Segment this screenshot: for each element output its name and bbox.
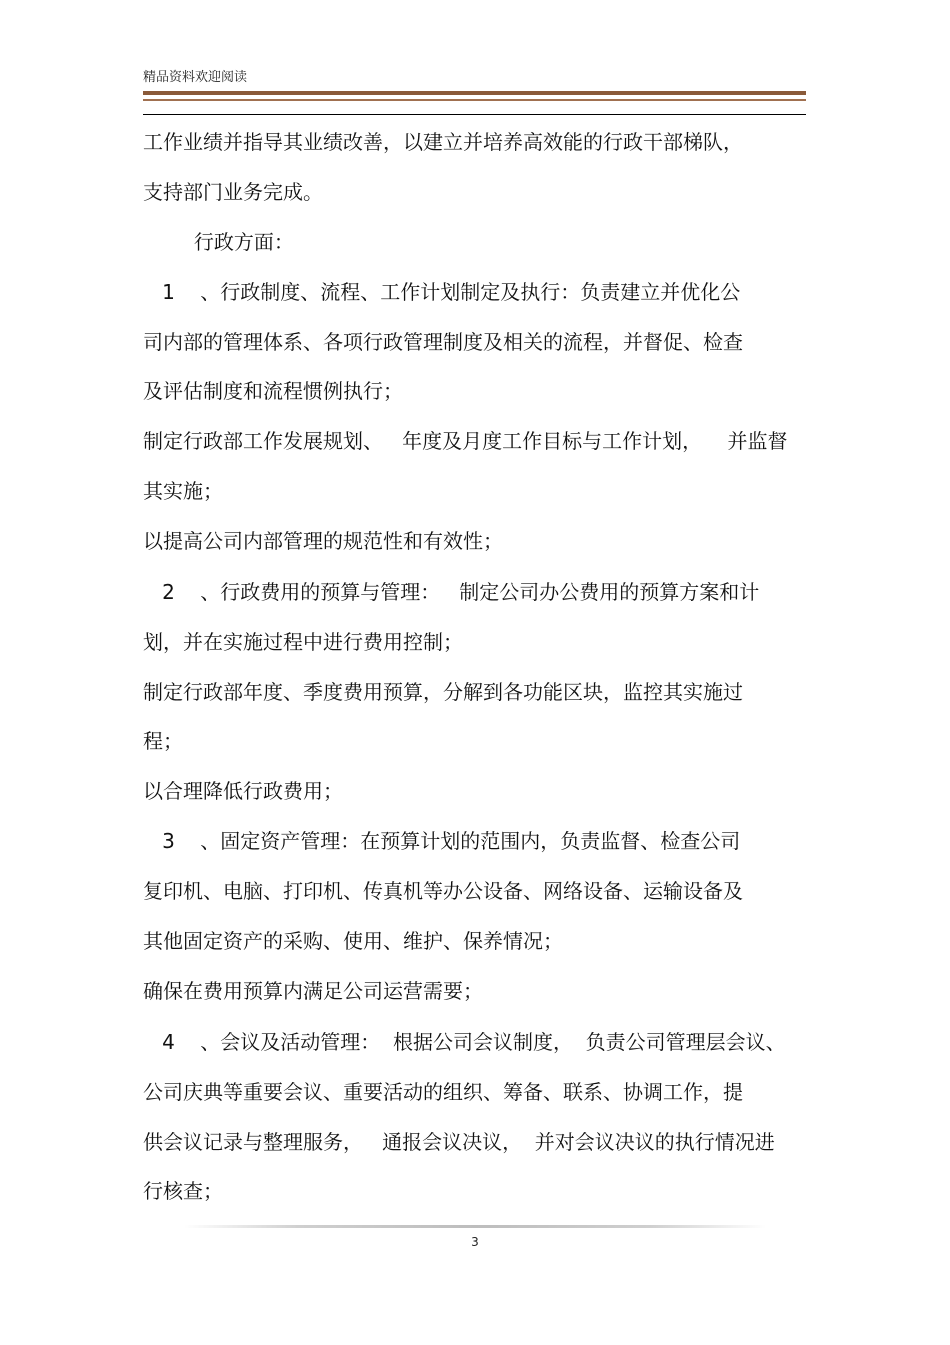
- text-line: 公司庆典等重要会议、重要活动的组织、筹备、联系、协调工作，提: [143, 1080, 743, 1104]
- text-line: 工作业绩并指导其业绩改善，以建立并培养高效能的行政干部梯队，: [143, 130, 743, 154]
- text-line: 程；: [143, 729, 183, 753]
- text-line: 其实施；: [143, 479, 223, 503]
- text-line: 以提高公司内部管理的规范性和有效性；: [143, 529, 503, 553]
- header-rule-thick: [143, 91, 806, 95]
- text-line: 行政方面：: [143, 230, 294, 254]
- text-line: 其他固定资产的采购、使用、维护、保养情况；: [143, 929, 563, 953]
- text-line: 4 、会议及活动管理： 根据公司会议制度， 负责公司管理层会议、: [143, 1030, 786, 1054]
- text-line: 制定行政部年度、季度费用预算，分解到各功能区块，监控其实施过: [143, 680, 743, 704]
- header-text: 精品资料欢迎阅读: [143, 70, 248, 85]
- header-rule-black: [143, 114, 806, 115]
- text-line: 3 、固定资产管理：在预算计划的范围内，负责监督、检查公司: [143, 829, 741, 853]
- text-line: 复印机、电脑、打印机、传真机等办公设备、网络设备、运输设备及: [143, 879, 743, 903]
- text-line: 支持部门业务完成。: [143, 180, 323, 204]
- text-line: 以合理降低行政费用；: [143, 779, 343, 803]
- text-line: 供会议记录与整理服务， 通报会议决议， 并对会议决议的执行情况进: [143, 1130, 775, 1154]
- text-line: 及评估制度和流程惯例执行；: [143, 379, 403, 403]
- header-rule-thin: [143, 99, 806, 101]
- footer-rule: [184, 1225, 766, 1228]
- page-number: 3: [471, 1235, 479, 1249]
- text-line: 确保在费用预算内满足公司运营需要；: [143, 979, 483, 1003]
- text-line: 司内部的管理体系、各项行政管理制度及相关的流程，并督促、检查: [143, 330, 743, 354]
- text-line: 行核查；: [143, 1179, 223, 1203]
- text-line: 1 、行政制度、流程、工作计划制定及执行：负责建立并优化公: [143, 280, 741, 304]
- text-line: 制定行政部工作发展规划、 年度及月度工作目标与工作计划， 并监督: [143, 429, 788, 453]
- text-line: 2 、行政费用的预算与管理： 制定公司办公费用的预算方案和计: [143, 580, 760, 604]
- text-line: 划，并在实施过程中进行费用控制；: [143, 630, 463, 654]
